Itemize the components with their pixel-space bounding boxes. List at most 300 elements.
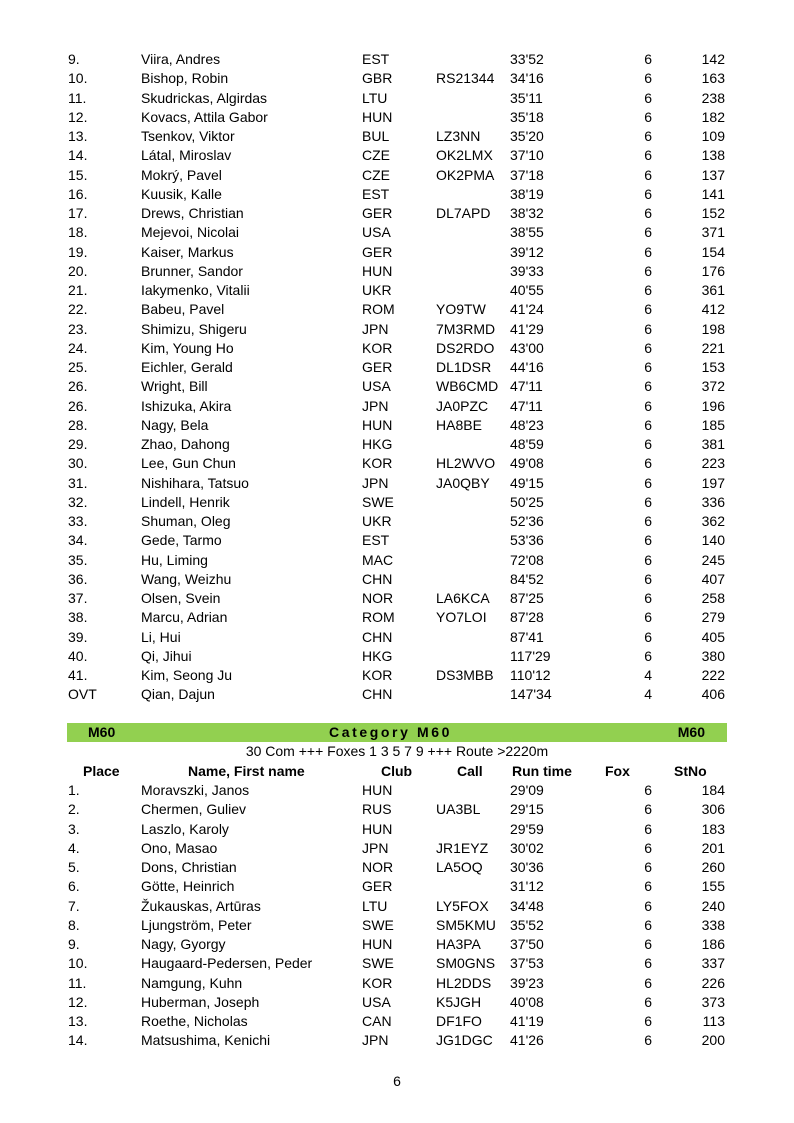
cell-place: 16. [68, 185, 88, 202]
cell-name: Haugaard-Pedersen, Peder [141, 955, 313, 972]
cell-fox: 6 [644, 532, 652, 549]
cell-stno: 141 [701, 185, 725, 202]
cell-run-time: 47'11 [510, 378, 543, 395]
cell-club: HUN [362, 262, 393, 279]
cell-place: 21. [68, 282, 88, 298]
cell-fox: 6 [644, 89, 652, 106]
cell-place: 32. [68, 493, 88, 510]
cell-name: Gede, Tarmo [141, 532, 222, 549]
cell-run-time: 110'12 [510, 667, 551, 683]
cell-name: Roethe, Nicholas [141, 1013, 248, 1029]
cell-call: DF1FO [436, 1013, 482, 1029]
cell-run-time: 37'10 [510, 147, 544, 164]
cell-run-time: 87'28 [510, 609, 544, 626]
cell-run-time: 41'19 [510, 1013, 544, 1029]
cell-call: UA3BL [436, 801, 481, 818]
table-row [0, 281, 794, 300]
table-row [0, 146, 794, 165]
cell-fox: 6 [644, 590, 652, 606]
table-row [0, 262, 794, 281]
cell-call: JG1DGC [436, 1032, 493, 1049]
cell-name: Li, Hui [141, 628, 181, 645]
cell-name: Viira, Andres [141, 51, 221, 67]
cell-name: Iakymenko, Vitalii [141, 282, 250, 298]
cell-run-time: 33'52 [510, 51, 544, 67]
cell-run-time: 87'25 [510, 590, 544, 606]
cell-name: Mokrý, Pavel [141, 166, 222, 183]
results-table-top [0, 50, 794, 705]
cell-stno: 226 [701, 974, 725, 991]
cell-stno: 306 [701, 801, 725, 818]
cell-place: 41. [68, 667, 88, 683]
cell-run-time: 39'23 [510, 974, 544, 991]
cell-club: LTU [362, 897, 388, 914]
cell-name: Babeu, Pavel [141, 301, 225, 318]
cell-run-time: 48'59 [510, 436, 544, 452]
cell-stno: 258 [701, 590, 725, 606]
cell-name: Wright, Bill [141, 378, 208, 395]
cell-fox: 6 [644, 916, 652, 933]
category-header-bar [67, 723, 727, 742]
cell-club: CHN [362, 628, 393, 645]
cell-place: 39. [68, 628, 88, 645]
table-row [0, 474, 794, 493]
cell-stno: 371 [701, 224, 725, 241]
cell-stno: 405 [701, 628, 725, 645]
cell-place: 6. [68, 878, 80, 895]
cell-club: ROM [362, 301, 395, 318]
cell-club: JPN [362, 397, 389, 414]
cell-fox: 6 [644, 820, 652, 837]
cell-stno: 279 [701, 609, 725, 626]
cell-fox: 6 [644, 513, 652, 529]
cell-call: YO7LOI [436, 609, 487, 626]
cell-run-time: 49'08 [510, 455, 544, 472]
cell-run-time: 40'08 [510, 993, 544, 1010]
table-row [0, 647, 794, 666]
cell-stno: 238 [701, 89, 725, 106]
cell-name: Skudrickas, Algirdas [141, 89, 268, 106]
cell-club: USA [362, 993, 391, 1010]
cell-club: JPN [362, 1032, 389, 1049]
cell-run-time: 31'12 [510, 878, 544, 895]
cell-name: Látal, Miroslav [141, 147, 232, 164]
table-row [0, 493, 794, 512]
cell-name: Matsushima, Kenichi [141, 1032, 271, 1049]
cell-call: RS21344 [436, 70, 495, 87]
cell-name: Kim, Seong Ju [141, 667, 233, 683]
cell-place: 14. [68, 1032, 88, 1049]
cell-fox: 6 [644, 282, 652, 298]
cell-run-time: 41'24 [510, 301, 544, 318]
cell-name: Kuusik, Kalle [141, 185, 222, 202]
cell-stno: 155 [701, 878, 725, 895]
cell-place: 23. [68, 320, 88, 337]
table-row [0, 935, 794, 954]
cell-run-time: 84'52 [510, 570, 544, 587]
cell-fox: 6 [644, 70, 652, 87]
table-row [0, 223, 794, 242]
cell-place: 10. [68, 70, 88, 87]
table-row [0, 858, 794, 877]
cell-call: SM5KMU [436, 916, 496, 933]
cell-run-time: 30'02 [510, 839, 544, 856]
cell-club: EST [362, 51, 390, 67]
cell-call: LA5OQ [436, 859, 483, 875]
cell-fox: 6 [644, 205, 652, 221]
cell-club: HKG [362, 436, 393, 452]
cell-run-time: 50'25 [510, 493, 544, 510]
cell-call: OK2PMA [436, 166, 495, 183]
cell-fox: 6 [644, 147, 652, 164]
cell-stno: 336 [701, 493, 725, 510]
cell-place: 4. [68, 839, 80, 856]
cell-name: Kaiser, Markus [141, 243, 234, 260]
cell-run-time: 29'15 [510, 801, 544, 818]
cell-place: 37. [68, 590, 88, 606]
table-row [0, 512, 794, 531]
cell-place: OVT [68, 686, 97, 703]
cell-fox: 6 [644, 1032, 652, 1049]
cell-run-time: 30'36 [510, 859, 544, 875]
cell-place: 15. [68, 166, 88, 183]
cell-name: Nishihara, Tatsuo [141, 474, 249, 491]
cell-club: SWE [362, 916, 394, 933]
cell-stno: 406 [701, 686, 725, 703]
cell-club: EST [362, 532, 390, 549]
cell-fox: 6 [644, 359, 652, 375]
cell-run-time: 35'52 [510, 916, 544, 933]
cell-club: KOR [362, 339, 393, 356]
cell-stno: 183 [701, 820, 725, 837]
cell-place: 36. [68, 570, 88, 587]
cell-place: 1. [68, 782, 80, 798]
cell-place: 19. [68, 243, 88, 260]
results-table-m60 [0, 781, 794, 1051]
table-row [0, 320, 794, 339]
cell-call: SM0GNS [436, 955, 496, 972]
cell-fox: 6 [644, 397, 652, 414]
cell-stno: 109 [701, 128, 725, 144]
table-row [0, 358, 794, 377]
cell-name: Hu, Liming [141, 551, 208, 568]
cell-club: KOR [362, 455, 393, 472]
cell-fox: 6 [644, 955, 652, 972]
table-row [0, 339, 794, 358]
cell-stno: 197 [701, 474, 725, 491]
table-row [0, 839, 794, 858]
cell-run-time: 40'55 [510, 282, 544, 298]
cell-place: 38. [68, 609, 88, 626]
cell-name: Ljungström, Peter [141, 916, 252, 933]
page-number: 6 [393, 1073, 401, 1089]
cell-place: 40. [68, 647, 88, 664]
cell-club: JPN [362, 474, 389, 491]
cell-fox: 6 [644, 166, 652, 183]
table-row [0, 89, 794, 108]
cell-call: HL2WVO [436, 455, 496, 472]
cell-place: 13. [68, 1013, 88, 1029]
cell-stno: 138 [701, 147, 725, 164]
cell-club: GER [362, 205, 393, 221]
header-name: Name, First name [188, 763, 305, 779]
table-row [0, 993, 794, 1012]
cell-run-time: 43'00 [510, 339, 544, 356]
cell-call: OK2LMX [436, 147, 493, 164]
cell-fox: 6 [644, 647, 652, 664]
table-row [0, 243, 794, 262]
cell-stno: 380 [701, 647, 725, 664]
cell-stno: 154 [701, 243, 725, 260]
cell-club: HUN [362, 416, 393, 433]
table-row [0, 974, 794, 993]
cell-run-time: 37'18 [510, 166, 544, 183]
cell-run-time: 34'16 [510, 70, 544, 87]
cell-fox: 6 [644, 897, 652, 914]
cell-place: 34. [68, 532, 88, 549]
cell-stno: 412 [701, 301, 725, 318]
table-row [0, 69, 794, 88]
cell-place: 13. [68, 128, 88, 144]
cell-club: CHN [362, 686, 393, 703]
cell-run-time: 87'41 [510, 628, 544, 645]
cell-stno: 137 [701, 166, 725, 183]
cell-stno: 381 [701, 436, 725, 452]
cell-name: Nagy, Bela [141, 416, 209, 433]
cell-place: 7. [68, 897, 80, 914]
cell-place: 18. [68, 224, 88, 241]
cell-run-time: 39'33 [510, 262, 544, 279]
table-row [0, 1031, 794, 1050]
cell-name: Nagy, Gyorgy [141, 936, 226, 952]
cell-run-time: 38'19 [510, 185, 544, 202]
cell-name: Mejevoi, Nicolai [141, 224, 240, 241]
table-row [0, 454, 794, 473]
cell-stno: 153 [701, 359, 725, 375]
cell-place: 10. [68, 955, 88, 972]
cell-run-time: 37'50 [510, 936, 544, 952]
cell-stno: 152 [701, 205, 725, 221]
cell-name: Ishizuka, Akira [141, 397, 232, 414]
category-title: Category M60 [329, 724, 453, 740]
cell-fox: 6 [644, 839, 652, 856]
table-row [0, 877, 794, 896]
table-row [0, 1012, 794, 1031]
cell-stno: 186 [701, 936, 725, 952]
table-row [0, 628, 794, 647]
cell-stno: 184 [701, 782, 725, 798]
table-row [0, 820, 794, 839]
table-row [0, 589, 794, 608]
cell-club: RUS [362, 801, 392, 818]
cell-place: 28. [68, 416, 88, 433]
cell-place: 14. [68, 147, 88, 164]
cell-name: Kovacs, Attila Gabor [141, 108, 268, 125]
table-row [0, 685, 794, 704]
table-row [0, 108, 794, 127]
cell-run-time: 34'48 [510, 897, 544, 914]
cell-club: SWE [362, 955, 394, 972]
cell-run-time: 41'26 [510, 1032, 544, 1049]
cell-name: Tsenkov, Viktor [141, 128, 235, 144]
cell-fox: 6 [644, 455, 652, 472]
cell-club: CHN [362, 570, 393, 587]
cell-run-time: 35'20 [510, 128, 544, 144]
cell-club: ROM [362, 609, 395, 626]
cell-name: Žukauskas, Artūras [141, 897, 261, 914]
table-row [0, 897, 794, 916]
cell-fox: 6 [644, 378, 652, 395]
cell-name: Ono, Masao [141, 839, 218, 856]
table-row [0, 185, 794, 204]
cell-place: 12. [68, 108, 88, 125]
cell-stno: 338 [701, 916, 725, 933]
cell-place: 5. [68, 859, 80, 875]
cell-club: HUN [362, 820, 393, 837]
cell-fox: 6 [644, 301, 652, 318]
cell-club: GER [362, 878, 393, 895]
cell-run-time: 35'11 [510, 89, 543, 106]
cell-fox: 6 [644, 224, 652, 241]
cell-club: CAN [362, 1013, 392, 1029]
cell-run-time: 37'53 [510, 955, 544, 972]
cell-club: UKR [362, 513, 392, 529]
cell-fox: 6 [644, 936, 652, 952]
cell-fox: 6 [644, 628, 652, 645]
cell-stno: 196 [701, 397, 725, 414]
table-row [0, 397, 794, 416]
cell-club: GER [362, 243, 393, 260]
cell-name: Olsen, Svein [141, 590, 221, 606]
table-row [0, 916, 794, 935]
cell-name: Chermen, Guliev [141, 801, 247, 818]
cell-name: Eichler, Gerald [141, 359, 233, 375]
cell-run-time: 48'23 [510, 416, 544, 433]
cell-run-time: 147'34 [510, 686, 552, 703]
cell-fox: 6 [644, 1013, 652, 1029]
cell-run-time: 29'09 [510, 782, 544, 798]
header-place: Place [83, 763, 120, 779]
cell-club: LTU [362, 89, 388, 106]
cell-place: 2. [68, 801, 80, 818]
cell-fox: 6 [644, 782, 652, 798]
header-call: Call [457, 763, 483, 779]
cell-stno: 373 [701, 993, 725, 1010]
cell-run-time: 53'36 [510, 532, 544, 549]
table-row [0, 300, 794, 319]
cell-run-time: 49'15 [510, 474, 544, 491]
cell-fox: 6 [644, 993, 652, 1010]
table-row [0, 531, 794, 550]
cell-fox: 4 [644, 686, 652, 703]
cell-stno: 223 [701, 455, 725, 472]
cell-club: JPN [362, 320, 389, 337]
cell-place: 8. [68, 916, 80, 933]
cell-name: Huberman, Joseph [141, 993, 260, 1010]
cell-place: 17. [68, 205, 88, 221]
cell-call: DS3MBB [436, 667, 494, 683]
cell-fox: 6 [644, 801, 652, 818]
table-row [0, 551, 794, 570]
cell-call: DL1DSR [436, 359, 492, 375]
table-row [0, 377, 794, 396]
cell-stno: 260 [701, 859, 725, 875]
header-stno: StNo [674, 763, 707, 779]
cell-fox: 6 [644, 416, 652, 433]
cell-club: KOR [362, 667, 393, 683]
cell-stno: 407 [701, 570, 725, 587]
cell-stno: 245 [701, 551, 725, 568]
category-subtitle: 30 Com +++ Foxes 1 3 5 7 9 +++ Route >2220m [245, 743, 549, 759]
cell-name: Laszlo, Karoly [141, 820, 229, 837]
cell-club: MAC [362, 551, 394, 568]
cell-stno: 362 [701, 513, 725, 529]
cell-club: USA [362, 378, 391, 395]
cell-run-time: 29'59 [510, 820, 544, 837]
cell-name: Lindell, Henrik [141, 493, 230, 510]
cell-fox: 6 [644, 262, 652, 279]
cell-stno: 337 [701, 955, 725, 972]
cell-fox: 6 [644, 51, 652, 67]
cell-run-time: 52'36 [510, 513, 544, 529]
cell-place: 26. [68, 378, 88, 395]
cell-name: Bishop, Robin [141, 70, 229, 87]
cell-club: HUN [362, 108, 393, 125]
cell-name: Qian, Dajun [141, 686, 215, 703]
table-row [0, 435, 794, 454]
cell-name: Drews, Christian [141, 205, 244, 221]
header-run-time: Run time [512, 763, 572, 779]
cell-stno: 176 [701, 262, 725, 279]
cell-stno: 240 [701, 897, 725, 914]
cell-call: JA0QBY [436, 474, 490, 491]
cell-fox: 6 [644, 185, 652, 202]
cell-club: EST [362, 185, 390, 202]
category-label-left: M60 [88, 724, 116, 740]
cell-call: LZ3NN [436, 128, 481, 144]
cell-stno: 182 [701, 108, 725, 125]
cell-place: 11. [68, 974, 87, 991]
cell-name: Shuman, Oleg [141, 513, 231, 529]
cell-run-time: 117'29 [510, 647, 551, 664]
cell-place: 11. [68, 89, 87, 106]
table-row [0, 166, 794, 185]
cell-place: 22. [68, 301, 88, 318]
cell-place: 9. [68, 936, 80, 952]
cell-stno: 222 [701, 667, 725, 683]
cell-run-time: 72'08 [510, 551, 544, 568]
cell-place: 9. [68, 51, 80, 67]
table-row [0, 608, 794, 627]
cell-call: LA6KCA [436, 590, 490, 606]
table-row [0, 127, 794, 146]
cell-place: 35. [68, 551, 88, 568]
cell-fox: 6 [644, 243, 652, 260]
cell-stno: 201 [701, 839, 725, 856]
category-label-right: M60 [677, 724, 705, 740]
cell-place: 24. [68, 339, 88, 356]
cell-call: JR1EYZ [436, 839, 489, 856]
cell-name: Wang, Weizhu [141, 570, 232, 587]
table-row [0, 666, 794, 685]
cell-call: DL7APD [436, 205, 491, 221]
cell-place: 3. [68, 820, 80, 837]
cell-fox: 6 [644, 474, 652, 491]
cell-fox: 6 [644, 974, 652, 991]
cell-fox: 4 [644, 667, 652, 683]
cell-place: 25. [68, 359, 88, 375]
cell-club: HUN [362, 782, 393, 798]
